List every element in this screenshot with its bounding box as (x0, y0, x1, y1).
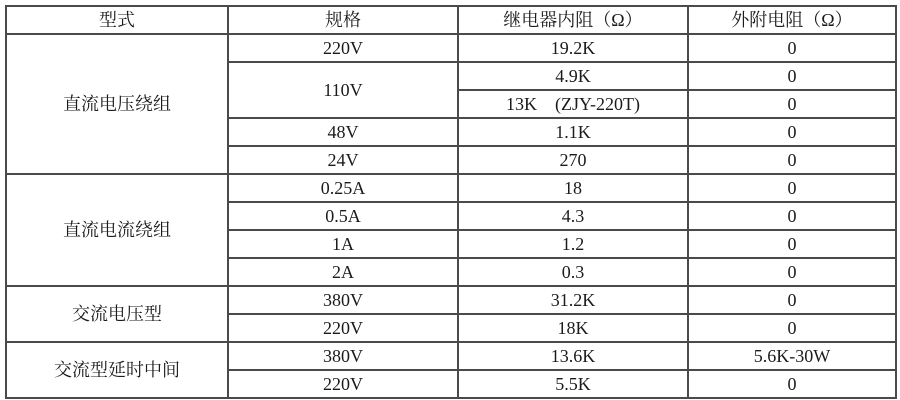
cell-spec: 220V (228, 314, 458, 342)
cell-spec: 24V (228, 146, 458, 174)
header-type: 型式 (6, 6, 228, 34)
cell-external-resistance: 0 (688, 62, 896, 90)
table-row (6, 174, 896, 202)
cell-internal-resistance: 1.2 (458, 230, 688, 258)
cell-external-resistance: 0 (688, 286, 896, 314)
cell-internal-resistance: 1.1K (458, 118, 688, 146)
header-spec: 规格 (228, 6, 458, 34)
cell-internal-resistance: 5.5K (458, 370, 688, 398)
cell-external-resistance: 0 (688, 118, 896, 146)
header-row (6, 6, 896, 34)
cell-group-label-dc-current: 直流电流绕组 (6, 174, 228, 286)
cell-internal-resistance: 4.3 (458, 202, 688, 230)
header-external-resistance: 外附电阻（Ω） (688, 6, 896, 34)
cell-internal-resistance: 19.2K (458, 34, 688, 62)
cell-spec: 48V (228, 118, 458, 146)
cell-group-label-ac-delay: 交流型延时中间 (6, 342, 228, 398)
cell-group-label-dc-voltage: 直流电压绕组 (6, 34, 228, 174)
cell-internal-resistance: 18K (458, 314, 688, 342)
cell-external-resistance: 0 (688, 174, 896, 202)
cell-external-resistance: 0 (688, 370, 896, 398)
table-row (6, 286, 896, 314)
cell-spec: 0.5A (228, 202, 458, 230)
cell-internal-resistance: 0.3 (458, 258, 688, 286)
cell-spec: 110V (228, 62, 458, 118)
cell-spec: 220V (228, 370, 458, 398)
cell-spec: 380V (228, 342, 458, 370)
cell-internal-resistance: 13K (ZJY-220T) (458, 90, 688, 118)
header-internal-resistance: 继电器内阻（Ω） (458, 6, 688, 34)
cell-external-resistance: 0 (688, 314, 896, 342)
cell-internal-resistance: 270 (458, 146, 688, 174)
cell-group-label-ac-voltage: 交流电压型 (6, 286, 228, 342)
cell-external-resistance: 0 (688, 230, 896, 258)
cell-spec: 2A (228, 258, 458, 286)
cell-spec: 0.25A (228, 174, 458, 202)
cell-external-resistance: 5.6K-30W (688, 342, 896, 370)
cell-external-resistance: 0 (688, 146, 896, 174)
cell-spec: 1A (228, 230, 458, 258)
cell-external-resistance: 0 (688, 34, 896, 62)
cell-spec: 380V (228, 286, 458, 314)
table-row (6, 342, 896, 370)
cell-external-resistance: 0 (688, 90, 896, 118)
cell-internal-resistance: 13.6K (458, 342, 688, 370)
table-row (6, 34, 896, 62)
cell-internal-resistance: 31.2K (458, 286, 688, 314)
cell-external-resistance: 0 (688, 202, 896, 230)
cell-internal-resistance: 18 (458, 174, 688, 202)
cell-external-resistance: 0 (688, 258, 896, 286)
cell-spec: 220V (228, 34, 458, 62)
cell-internal-resistance: 4.9K (458, 62, 688, 90)
relay-spec-table (5, 5, 897, 399)
